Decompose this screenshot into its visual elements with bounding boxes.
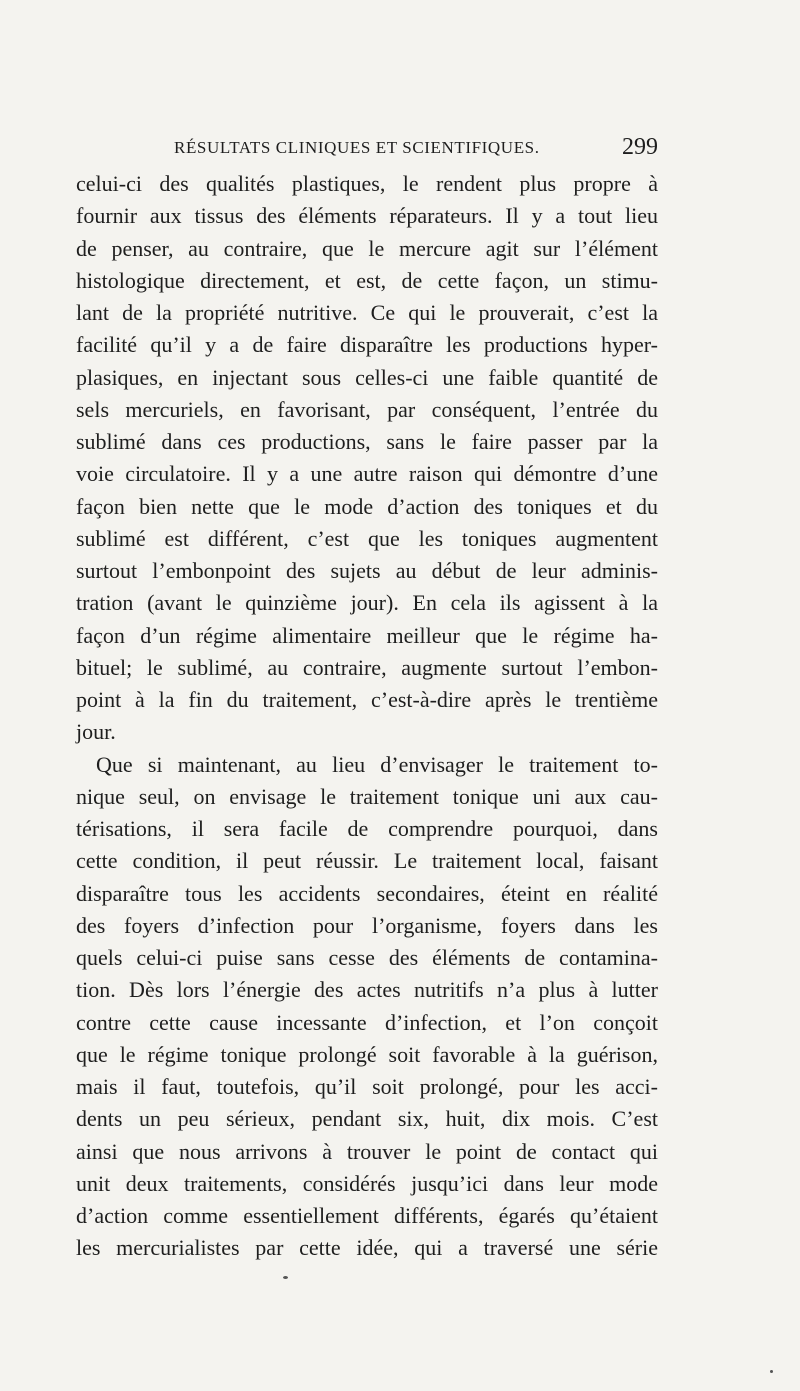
text-line: surtout l’embonpoint des sujets au début de leur adminis- <box>76 558 658 583</box>
text-line: jour. <box>76 719 116 745</box>
text-line: plasiques, en injectant sous celles-ci une faible quantité de <box>76 364 658 390</box>
text-line: quels celui-ci puise sans cesse des éléments de contamina- <box>76 945 658 970</box>
text-line: point à la fin du traitement, c’est-à-dire après le trentième <box>76 687 658 712</box>
page-number: 299 <box>622 134 658 160</box>
text-line: ainsi que nous arrivons à trouver le point de contact qui <box>76 1138 658 1164</box>
text-line: contre cette cause incessante d’infection, et l’on conçoit <box>76 1009 658 1035</box>
text-line: dents un peu sérieux, pendant six, huit, dix mois. C’est <box>76 1106 658 1132</box>
text-line: sublimé dans ces productions, sans le faire passer par la <box>76 429 658 454</box>
text-line: disparaître tous les accidents secondaires, éteint en réalité <box>76 880 658 906</box>
text-line: unit deux traitements, considérés jusqu’ici dans leur mode <box>76 1170 658 1196</box>
text-line: Que si maintenant, au lieu d’envisager le traitement to- <box>96 751 658 777</box>
text-line: histologique directement, et est, de cette façon, un stimu- <box>76 267 658 293</box>
text-line: sublimé est différent, c’est que les toniques augmentent <box>76 525 658 551</box>
text-line: voie circulatoire. Il y a une autre raison qui démontre d’une <box>76 461 658 487</box>
text-line: façon d’un régime alimentaire meilleur que le régime ha- <box>76 622 658 648</box>
text-line: fournir aux tissus des éléments réparateurs. Il y a tout lieu <box>76 203 658 229</box>
text-line: que le régime tonique prolongé soit favorable à la guérison, <box>76 1041 658 1067</box>
text-line: des foyers d’infection pour l’organisme, foyers dans les <box>76 912 658 938</box>
text-line: bituel; le sublimé, au contraire, augmente surtout l’embon- <box>76 654 658 680</box>
text-line: façon bien nette que le mode d’action des toniques et du <box>76 493 658 519</box>
text-line: tion. Dès lors l’énergie des actes nutritifs n’a plus à lutter <box>76 977 658 1003</box>
text-line: sels mercuriels, en favorisant, par conséquent, l’entrée du <box>76 396 658 422</box>
text-line: les mercurialistes par cette idée, qui a traversé une série <box>76 1235 658 1261</box>
page-header <box>76 134 658 166</box>
text-line: tration (avant le quinzième jour). En cela ils agissent à la <box>76 590 658 616</box>
text-line: térisations, il sera facile de comprendre pourquoi, dans <box>76 816 658 841</box>
text-line: facilité qu’il y a de faire disparaître les productions hyper- <box>76 332 658 358</box>
text-line: de penser, au contraire, que le mercure agit sur l’élément <box>76 235 658 261</box>
text-line: d’action comme essentiellement différents, égarés qu’étaient <box>76 1203 658 1228</box>
text-line: mais il faut, toutefois, qu’il soit prolongé, pour les acci- <box>76 1074 658 1099</box>
body-text <box>76 168 658 1265</box>
text-line: celui-ci des qualités plastiques, le rendent plus propre à <box>76 171 658 196</box>
text-line: nique seul, on envisage le traitement tonique uni aux cau- <box>76 783 658 809</box>
ink-speck <box>283 1276 288 1279</box>
running-head: RÉSULTATS CLINIQUES ET SCIENTIFIQUES. <box>174 138 540 157</box>
text-line: lant de la propriété nutritive. Ce qui le prouverait, c’est la <box>76 300 658 325</box>
ink-speck <box>770 1370 773 1373</box>
text-line: cette condition, il peut réussir. Le traitement local, faisant <box>76 848 658 874</box>
